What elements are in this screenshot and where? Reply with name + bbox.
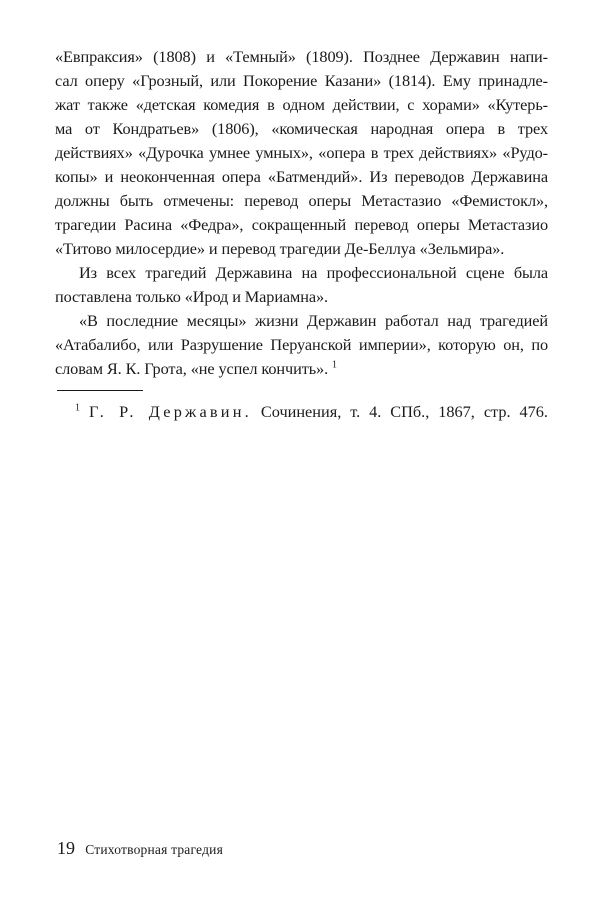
footnote-reference: 1: [332, 359, 337, 371]
text-line: жат также «детская комедия в одном действии, с хорами» «Кутерь-: [55, 95, 548, 114]
text-line: поставлена только «Ирод и Мариамна».: [55, 287, 329, 306]
page-number: 19: [57, 838, 75, 858]
footnote-separator: [57, 390, 143, 391]
signature-title: Стихотворная трагедия: [85, 842, 223, 857]
text-line: трагедии Расина «Федра», сокращенный перевод оперы Метастазио: [55, 215, 548, 234]
text-line: «Евпраксия» (1808) и «Темный» (1809). Позднее Державин напи-: [55, 47, 548, 66]
text-line: действиях» «Дурочка умнее умных», «опера в трех действиях» «Рудо-: [55, 143, 548, 162]
text-line: копы» и неоконченная опера «Батмендий». Из переводов Державина: [55, 167, 548, 186]
paragraph-first-line: «В последние месяцы» жизни Державин работал над трагедией: [79, 311, 548, 330]
footnote-citation: Сочинения, т. 4. СПб., 1867, стр. 476.: [260, 402, 548, 421]
text-line-with-footnote-ref: [55, 357, 548, 381]
text-line: ма от Кондратьев» (1806), «комическая народная опера в трех: [55, 119, 548, 138]
text-line: должны быть отмечены: перевод оперы Метастазио «Фемистокл»,: [55, 191, 548, 210]
footnote-author: Г. Р. Державин.: [88, 402, 252, 421]
text-line: «Титово милосердие» и перевод трагедии Де-Беллуа «Зельмира».: [55, 239, 505, 258]
footnote: [75, 400, 548, 424]
footnote-marker: 1: [75, 402, 80, 414]
text-line: сал оперу «Грозный, или Покорение Казани» (1814). Ему принадле-: [55, 71, 548, 90]
page-footer: [57, 836, 223, 862]
text-line-content: словам Я. К. Грота, «не успел кончить».: [55, 359, 329, 378]
paragraph-first-line: Из всех трагедий Державина на профессиональной сцене была: [79, 263, 548, 282]
text-line: «Атабалибо, или Разрушение Перуанской империи», которую он, по: [55, 335, 548, 354]
